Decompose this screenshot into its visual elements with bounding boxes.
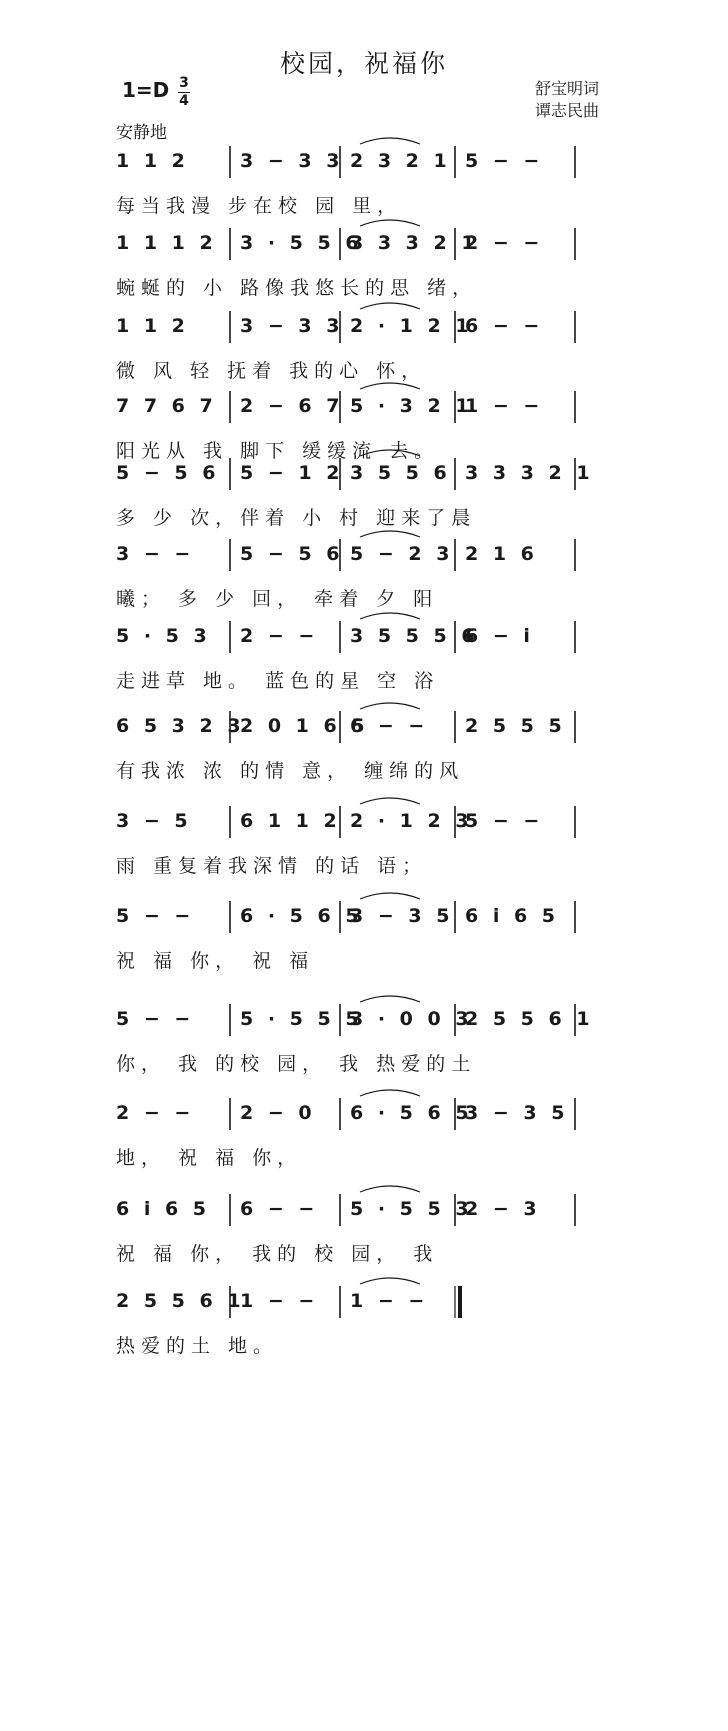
measure: 2 − − xyxy=(465,232,544,254)
measure: 1 1 2 xyxy=(116,315,189,337)
measure: 3 − 3 3 xyxy=(240,150,344,172)
slur xyxy=(360,1090,420,1096)
measure: 6 5 3 2 3 xyxy=(116,715,245,737)
measure: 5 − − xyxy=(116,1008,195,1030)
lyric-line: 蜿蜒的 小 路像我悠长的思 绪， xyxy=(116,277,478,299)
slur xyxy=(360,383,420,389)
measure: 2 3 2 1 xyxy=(350,150,451,172)
measure: 5 · 5 5 5 xyxy=(240,1008,363,1030)
measure: 6 · 5 6 5 xyxy=(350,1102,473,1124)
measure: 5 − 2 3 xyxy=(350,543,454,565)
measure: 2 5 5 5 xyxy=(465,715,566,737)
measure: 2 − 3 xyxy=(465,1198,541,1220)
lyricist-credit: 舒宝明词 xyxy=(535,79,600,98)
measure: 3 − 3 5 xyxy=(350,905,454,927)
measure: 2 · 1 2 1 xyxy=(350,315,473,337)
measure: 2 5 5 6 1 xyxy=(116,1290,245,1312)
time-bottom: 4 xyxy=(179,93,189,109)
measure: 1 1 1 2 xyxy=(116,232,217,254)
slur xyxy=(360,893,420,899)
measure: 6 − − xyxy=(240,1198,319,1220)
measure: 2 − 6 7 xyxy=(240,395,344,417)
measure: 5 − 1 2 xyxy=(240,462,344,484)
measure: 6 − i xyxy=(465,625,534,647)
measure: 5 − 5 6 xyxy=(116,462,220,484)
measure: 5 · 5 5 3 xyxy=(350,1198,473,1220)
measure: 6 − − xyxy=(350,715,429,737)
measure: 7 7 6 7 xyxy=(116,395,217,417)
measure: 2 − 0 xyxy=(240,1102,316,1124)
lyric-line: 阳光从 我 脚下 缓缓流 去。 xyxy=(116,440,440,462)
lyric-line: 祝 福 你， 祝 福 xyxy=(116,950,315,972)
measure: 3 5 5 5 6 xyxy=(350,625,479,647)
tempo-marking: 安静地 xyxy=(116,123,167,143)
slur xyxy=(360,613,420,619)
measure: 3 · 5 5 6 xyxy=(240,232,363,254)
slur xyxy=(360,1186,420,1192)
lyric-line: 你， 我 的校 园， 我 热爱的土 xyxy=(116,1053,477,1075)
time-top: 3 xyxy=(179,75,189,91)
slur xyxy=(360,703,420,709)
composer-credit: 谭志民曲 xyxy=(535,101,600,120)
lyric-line: 走进草 地。 蓝色的星 空 浴 xyxy=(116,670,440,692)
measure: 6 i 6 5 xyxy=(116,1198,211,1220)
measure: 6 i 6 5 xyxy=(465,905,560,927)
measure: 1 − − xyxy=(465,395,544,417)
slur xyxy=(360,303,420,309)
measure: 3 − 3 5 xyxy=(465,1102,569,1124)
lyric-line: 地， 祝 福 你， xyxy=(116,1147,303,1169)
slur xyxy=(360,138,420,144)
lyric-line: 曦； 多 少 回， 牵着 夕 阳 xyxy=(116,588,439,610)
slur xyxy=(360,450,420,456)
measure: 5 · 3 2 1 xyxy=(350,395,473,417)
lyric-line: 祝 福 你， 我的 校 园， 我 xyxy=(116,1243,439,1265)
measure: 1 − − xyxy=(350,1290,429,1312)
measure: 6 · 5 6 5 xyxy=(240,905,363,927)
lyric-line: 热爱的土 地。 xyxy=(116,1335,279,1357)
measure: 3 5 5 6 xyxy=(350,462,451,484)
measure: 3 · 0 0 3 xyxy=(350,1008,473,1030)
measure: 2 5 5 6 1 xyxy=(465,1008,594,1030)
measure: 1 − − xyxy=(240,1290,319,1312)
slur xyxy=(360,1278,420,1284)
measure: 2 1 6 xyxy=(465,543,538,565)
measure: 2 0 1 6 5 xyxy=(240,715,369,737)
slur xyxy=(360,996,420,1002)
measure: 3 3 3 2 1 xyxy=(465,462,594,484)
measure: 5 − 5 6 xyxy=(240,543,344,565)
slur xyxy=(360,220,420,226)
key-signature: 1=D xyxy=(122,78,170,102)
slur xyxy=(360,531,420,537)
measure: 2 · 1 2 3 xyxy=(350,810,473,832)
measure: 3 − 5 xyxy=(116,810,192,832)
slur xyxy=(360,798,420,804)
lyric-line: 有我浓 浓 的情 意， 缠绵的风 xyxy=(116,760,465,782)
measure: 6 − − xyxy=(465,315,544,337)
measure: 5 − − xyxy=(465,150,544,172)
lyric-line: 每当我漫 步在校 园 里， xyxy=(116,195,403,217)
measure: 5 · 5 3 xyxy=(116,625,211,647)
lyric-line: 微 风 轻 抚着 我的心 怀， xyxy=(116,360,427,382)
measure: 2 − − xyxy=(240,625,319,647)
lyric-line: 雨 重复着我深情 的话 语； xyxy=(116,855,428,877)
measure: 3 3 3 2 1 xyxy=(350,232,479,254)
song-title: 校园，祝福你 xyxy=(279,49,448,78)
measure: 2 − − xyxy=(116,1102,195,1124)
measure: 3 − 3 3 xyxy=(240,315,344,337)
measure: 3 − − xyxy=(116,543,195,565)
lyric-line: 多 少 次，伴着 小 村 迎来了晨 xyxy=(116,507,477,529)
measure: 5 − − xyxy=(116,905,195,927)
measure: 5 − − xyxy=(465,810,544,832)
measure: 6 1 1 2 xyxy=(240,810,341,832)
measure: 1 1 2 xyxy=(116,150,189,172)
